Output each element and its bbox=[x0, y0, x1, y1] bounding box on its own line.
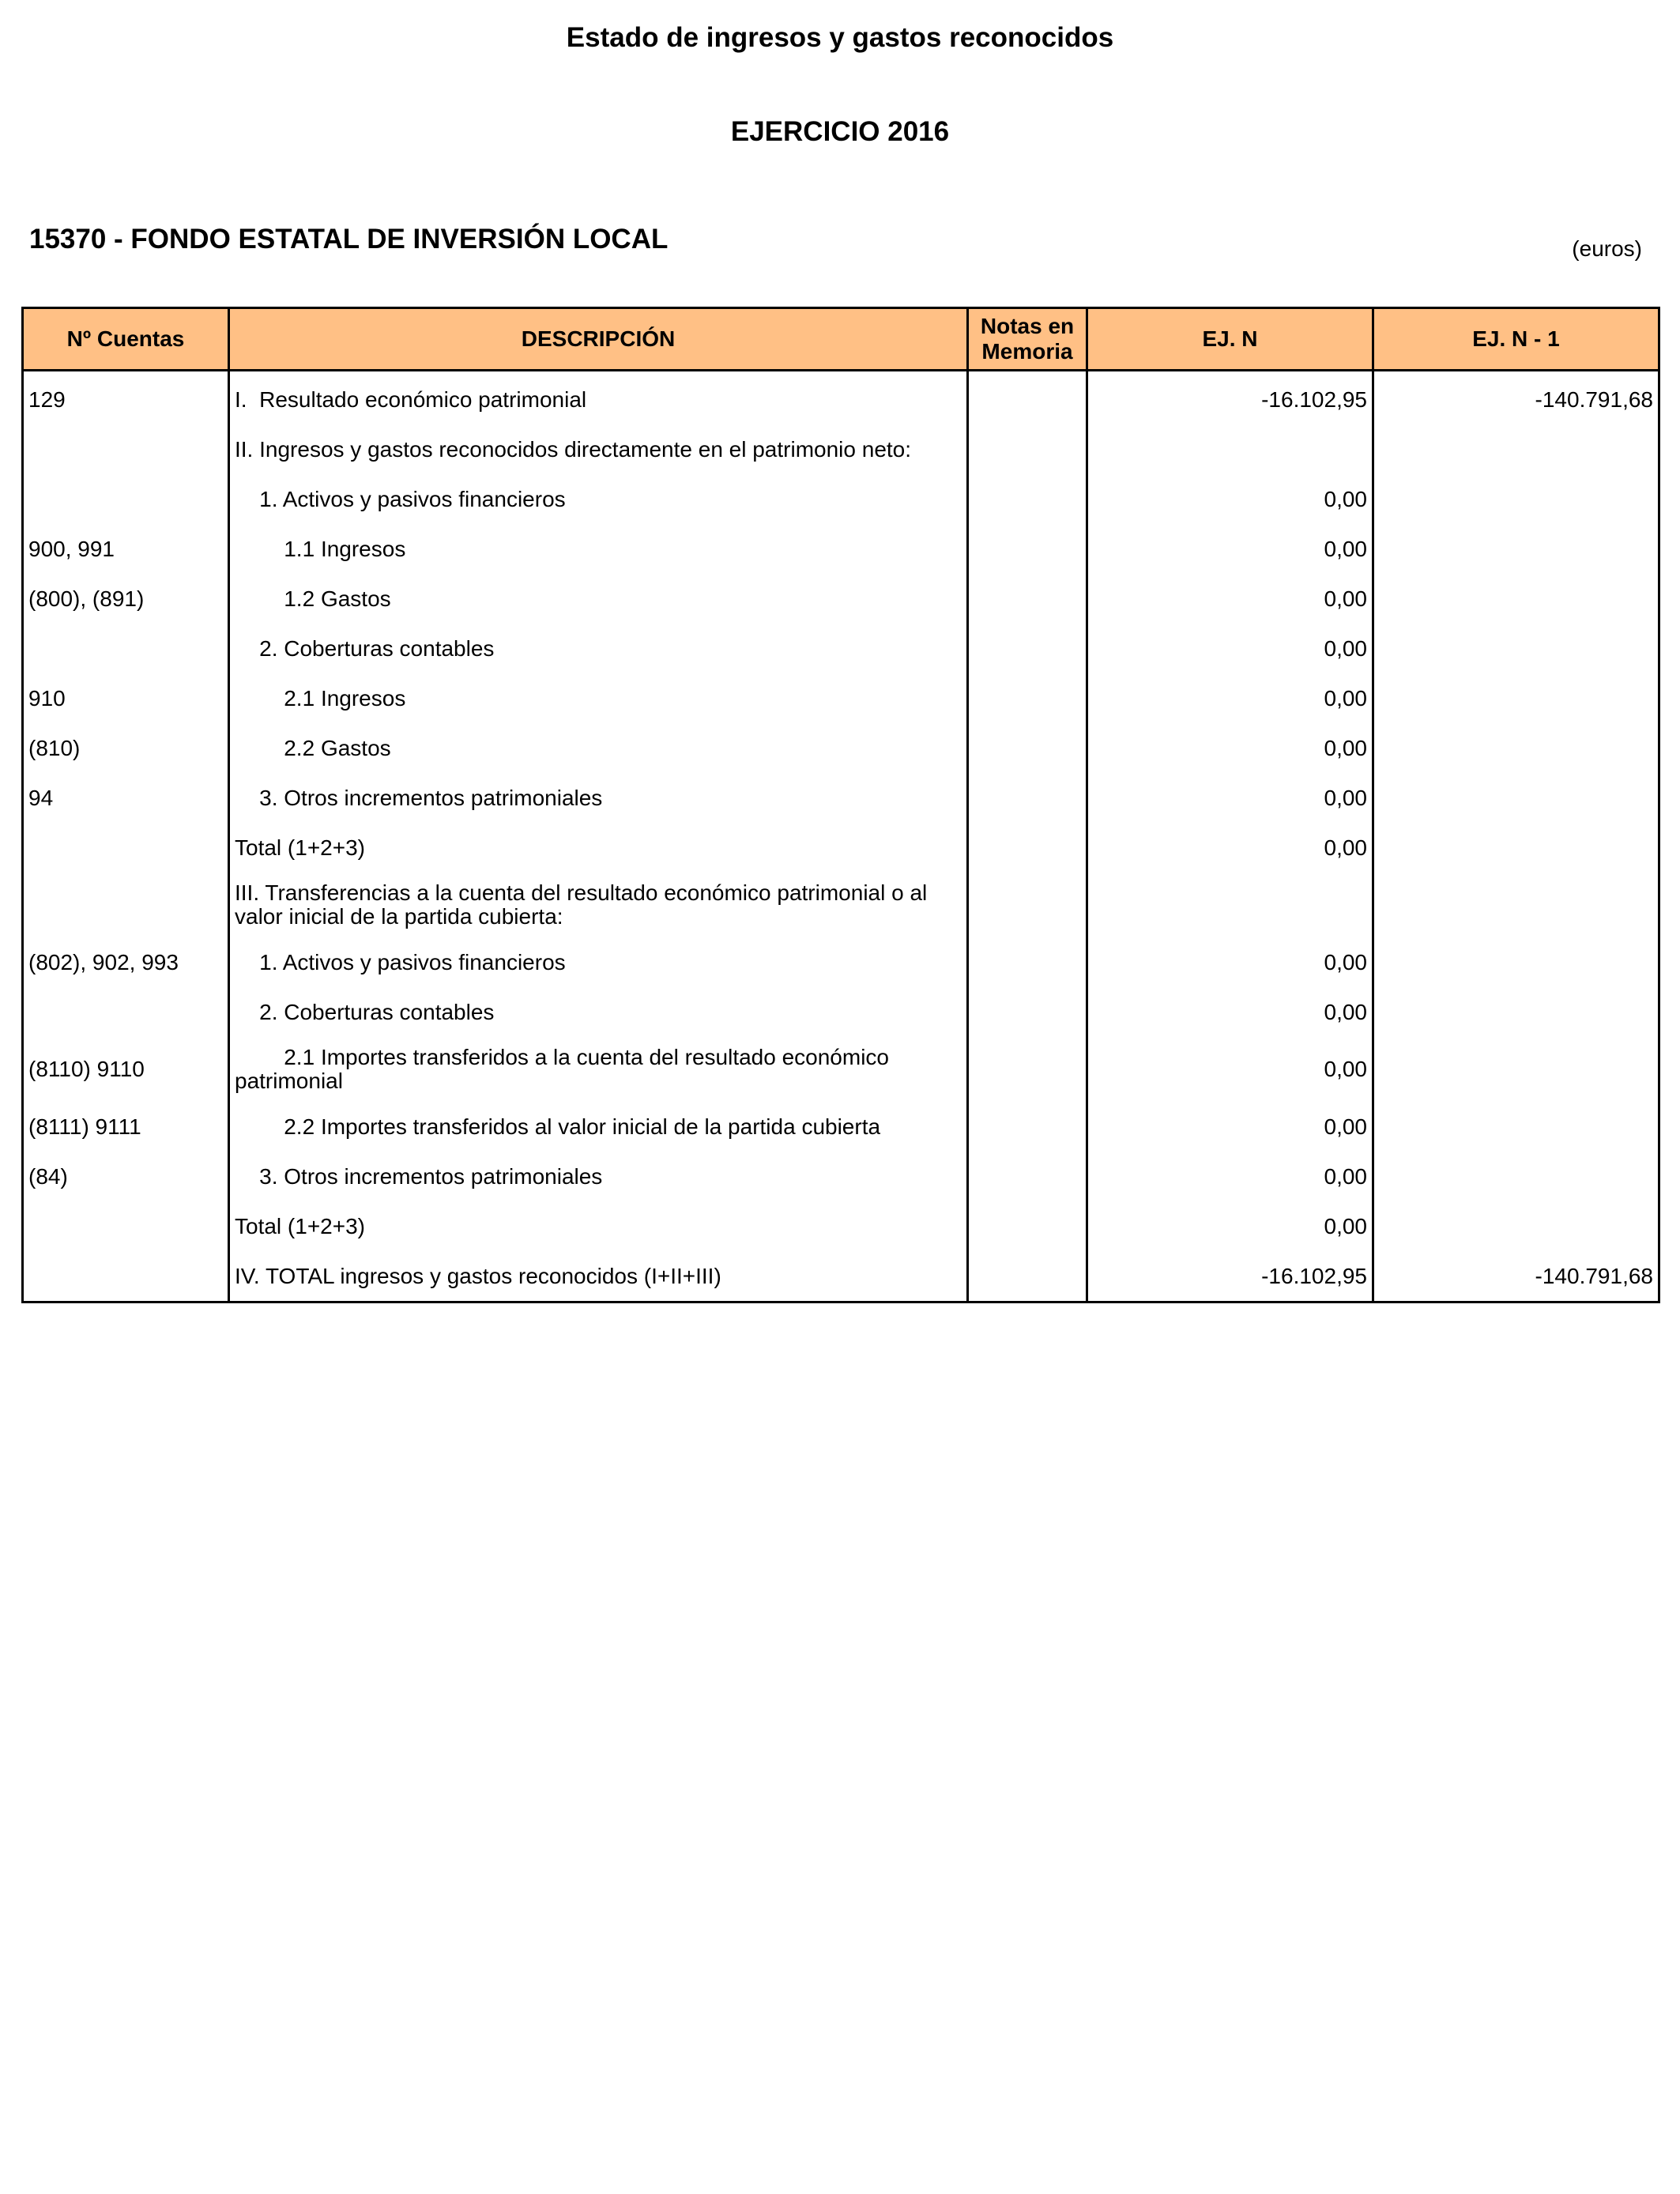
cell-description: 2. Coberturas contables bbox=[229, 624, 968, 673]
cell-ej-n1 bbox=[1373, 873, 1659, 937]
table-row bbox=[23, 823, 1659, 873]
cell-description: Total (1+2+3) bbox=[229, 823, 968, 873]
table-row bbox=[23, 1201, 1659, 1251]
document-title: Estado de ingresos y gastos reconocidos bbox=[566, 22, 1114, 53]
cell-ej-n1 bbox=[1373, 624, 1659, 673]
cell-account: (8111) 9111 bbox=[23, 1102, 229, 1152]
cell-account: (800), (891) bbox=[23, 574, 229, 624]
table-row bbox=[23, 424, 1659, 474]
cell-notes bbox=[968, 1037, 1087, 1102]
cell-ej-n: 0,00 bbox=[1087, 673, 1373, 723]
table-row bbox=[23, 873, 1659, 937]
cell-ej-n: 0,00 bbox=[1087, 624, 1373, 673]
cell-ej-n: 0,00 bbox=[1087, 1201, 1373, 1251]
cell-account bbox=[23, 1251, 229, 1302]
col-header-notes-line1: Notas en bbox=[980, 314, 1075, 338]
cell-notes bbox=[968, 424, 1087, 474]
cell-description: 2.1 Ingresos bbox=[229, 673, 968, 723]
statement-table bbox=[21, 307, 1660, 1303]
cell-notes bbox=[968, 624, 1087, 673]
table-row bbox=[23, 574, 1659, 624]
cell-ej-n1 bbox=[1373, 1037, 1659, 1102]
cell-ej-n1 bbox=[1373, 524, 1659, 574]
cell-description: Total (1+2+3) bbox=[229, 1201, 968, 1251]
cell-notes bbox=[968, 371, 1087, 425]
cell-account: 910 bbox=[23, 673, 229, 723]
cell-description: 2. Coberturas contables bbox=[229, 987, 968, 1037]
cell-description: 2.2 Gastos bbox=[229, 723, 968, 773]
cell-notes bbox=[968, 873, 1087, 937]
cell-notes bbox=[968, 673, 1087, 723]
fiscal-year: EJERCICIO 2016 bbox=[730, 116, 950, 147]
col-header-description: DESCRIPCIÓN bbox=[229, 308, 968, 371]
cell-notes bbox=[968, 987, 1087, 1037]
cell-description: 1.1 Ingresos bbox=[229, 524, 968, 574]
cell-account bbox=[23, 474, 229, 524]
entity-name: 15370 - FONDO ESTATAL DE INVERSIÓN LOCAL bbox=[29, 224, 669, 254]
col-header-notes bbox=[968, 308, 1087, 371]
cell-ej-n: 0,00 bbox=[1087, 987, 1373, 1037]
cell-ej-n1 bbox=[1373, 1201, 1659, 1251]
cell-description: 1.2 Gastos bbox=[229, 574, 968, 624]
table-row bbox=[23, 524, 1659, 574]
cell-ej-n1 bbox=[1373, 823, 1659, 873]
cell-ej-n: 0,00 bbox=[1087, 937, 1373, 987]
table-row bbox=[23, 474, 1659, 524]
cell-description: 3. Otros incrementos patrimoniales bbox=[229, 1152, 968, 1201]
cell-account: (802), 902, 993 bbox=[23, 937, 229, 987]
col-header-accounts: Nº Cuentas bbox=[23, 308, 229, 371]
table-row bbox=[23, 773, 1659, 823]
cell-notes bbox=[968, 524, 1087, 574]
cell-account bbox=[23, 624, 229, 673]
col-header-ej-n1: EJ. N - 1 bbox=[1373, 308, 1659, 371]
cell-account: (8110) 9110 bbox=[23, 1037, 229, 1102]
cell-ej-n: 0,00 bbox=[1087, 1037, 1373, 1102]
cell-notes bbox=[968, 823, 1087, 873]
currency-units: (euros) bbox=[1572, 236, 1642, 261]
cell-notes bbox=[968, 1152, 1087, 1201]
cell-ej-n1 bbox=[1373, 474, 1659, 524]
cell-ej-n: 0,00 bbox=[1087, 823, 1373, 873]
cell-ej-n: 0,00 bbox=[1087, 574, 1373, 624]
cell-notes bbox=[968, 937, 1087, 987]
cell-notes bbox=[968, 1102, 1087, 1152]
cell-notes bbox=[968, 1251, 1087, 1302]
cell-ej-n1: -140.791,68 bbox=[1373, 1251, 1659, 1302]
cell-ej-n: 0,00 bbox=[1087, 773, 1373, 823]
cell-account: (84) bbox=[23, 1152, 229, 1201]
table-row bbox=[23, 1102, 1659, 1152]
table-header-row bbox=[23, 308, 1659, 371]
cell-notes bbox=[968, 773, 1087, 823]
cell-description: III. Transferencias a la cuenta del resultado económico patrimonial o al valor inicial de la partida cubierta: bbox=[229, 873, 968, 937]
cell-ej-n1 bbox=[1373, 424, 1659, 474]
cell-ej-n1 bbox=[1373, 987, 1659, 1037]
cell-ej-n1: -140.791,68 bbox=[1373, 371, 1659, 425]
cell-account bbox=[23, 424, 229, 474]
cell-ej-n: 0,00 bbox=[1087, 1152, 1373, 1201]
cell-notes bbox=[968, 574, 1087, 624]
cell-ej-n1 bbox=[1373, 574, 1659, 624]
col-header-notes-line2: Memoria bbox=[981, 339, 1073, 364]
cell-account bbox=[23, 873, 229, 937]
cell-ej-n: 0,00 bbox=[1087, 524, 1373, 574]
cell-ej-n1 bbox=[1373, 1152, 1659, 1201]
cell-ej-n: -16.102,95 bbox=[1087, 1251, 1373, 1302]
cell-description: 3. Otros incrementos patrimoniales bbox=[229, 773, 968, 823]
cell-account: (810) bbox=[23, 723, 229, 773]
cell-description: II. Ingresos y gastos reconocidos directamente en el patrimonio neto: bbox=[229, 424, 968, 474]
cell-account bbox=[23, 1201, 229, 1251]
cell-ej-n bbox=[1087, 873, 1373, 937]
cell-ej-n1 bbox=[1373, 937, 1659, 987]
cell-description: 2.1 Importes transferidos a la cuenta del resultado económico patrimonial bbox=[229, 1037, 968, 1102]
table-row bbox=[23, 1152, 1659, 1201]
cell-ej-n1 bbox=[1373, 773, 1659, 823]
table-row bbox=[23, 723, 1659, 773]
table-row bbox=[23, 1037, 1659, 1102]
cell-account: 900, 991 bbox=[23, 524, 229, 574]
cell-description: 1. Activos y pasivos financieros bbox=[229, 937, 968, 987]
cell-ej-n: 0,00 bbox=[1087, 723, 1373, 773]
cell-notes bbox=[968, 723, 1087, 773]
cell-description: IV. TOTAL ingresos y gastos reconocidos (I+II+III) bbox=[229, 1251, 968, 1302]
cell-ej-n1 bbox=[1373, 673, 1659, 723]
cell-notes bbox=[968, 474, 1087, 524]
cell-ej-n: 0,00 bbox=[1087, 1102, 1373, 1152]
table-row bbox=[23, 673, 1659, 723]
cell-ej-n: -16.102,95 bbox=[1087, 371, 1373, 425]
cell-account: 94 bbox=[23, 773, 229, 823]
table-row bbox=[23, 987, 1659, 1037]
table-row bbox=[23, 1251, 1659, 1302]
table-row bbox=[23, 937, 1659, 987]
cell-description: 2.2 Importes transferidos al valor inicial de la partida cubierta bbox=[229, 1102, 968, 1152]
cell-account bbox=[23, 987, 229, 1037]
cell-account bbox=[23, 823, 229, 873]
cell-account: 129 bbox=[23, 371, 229, 425]
cell-description: I. Resultado económico patrimonial bbox=[229, 371, 968, 425]
cell-notes bbox=[968, 1201, 1087, 1251]
col-header-ej-n: EJ. N bbox=[1087, 308, 1373, 371]
table-row bbox=[23, 371, 1659, 425]
cell-ej-n1 bbox=[1373, 723, 1659, 773]
cell-description: 1. Activos y pasivos financieros bbox=[229, 474, 968, 524]
cell-ej-n1 bbox=[1373, 1102, 1659, 1152]
cell-ej-n bbox=[1087, 424, 1373, 474]
table-row bbox=[23, 624, 1659, 673]
cell-ej-n: 0,00 bbox=[1087, 474, 1373, 524]
